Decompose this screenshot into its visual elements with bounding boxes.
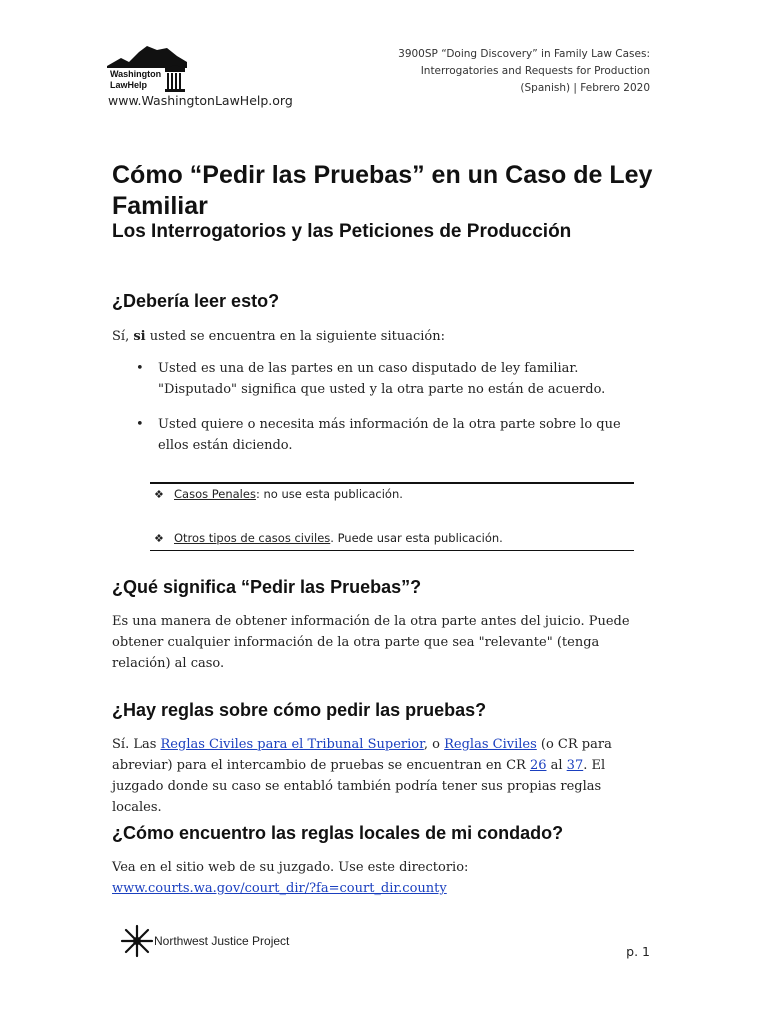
page-title: Cómo “Pedir las Pruebas” en un Caso de Ley Familiar (112, 161, 653, 220)
section-body (112, 857, 652, 899)
callout-item2-text: . Puede usar esta publicación. (330, 531, 503, 545)
northwest-justice-project-logo (120, 924, 154, 958)
civil-rules-link[interactable]: Reglas Civiles (444, 737, 537, 752)
rules-text-1: Sí. Las (112, 737, 161, 752)
rules-text-2: , o (423, 737, 445, 752)
doc-ref-line3: (Spanish) | Febrero 2020 (520, 82, 650, 94)
page-number: p. 1 (626, 944, 650, 959)
list-item-text: Usted quiere o necesita más información de la otra parte sobre lo que ellos están diciendo. (158, 417, 621, 453)
cr-26-link[interactable]: 26 (529, 758, 547, 773)
cr-37-link[interactable]: 37 (566, 758, 584, 773)
callout-top-rule (150, 482, 634, 484)
situation-list (112, 358, 652, 470)
intro-bold: si (133, 329, 146, 344)
local-rules-text: Vea en el sitio web de su juzgado. Use este directorio: (112, 860, 469, 875)
page-subtitle: Los Interrogatorios y las Peticiones de Producción (112, 221, 572, 242)
section-heading-local-rules: ¿Cómo encuentro las reglas locales de mi condado? (112, 823, 564, 843)
logo-text (110, 69, 161, 91)
list-item-text: Usted es una de las partes en un caso disputado de ley familiar. "Disputado" significa que usted y la otra parte no están de acuerdo. (158, 361, 606, 397)
intro-pre: Sí, (112, 329, 134, 344)
intro-post: usted se encuentra en la siguiente situación: (145, 329, 445, 344)
logo-line2: LawHelp (110, 80, 148, 90)
callout-bottom-rule (150, 550, 634, 551)
diamond-fleur-icon: ❖ (154, 532, 164, 545)
rules-text-4: al (546, 758, 567, 773)
section-heading-what-means: ¿Qué significa “Pedir las Pruebas”? (112, 577, 422, 597)
bullet-dot-icon: • (136, 361, 144, 376)
doc-ref-line2: Interrogatories and Requests for Production (420, 65, 650, 77)
rules-text-5: . El juzgado donde su caso se entabló también podría tener sus propias reglas locales. (112, 758, 606, 815)
section-heading-rules: ¿Hay reglas sobre cómo pedir las pruebas? (112, 700, 487, 720)
civil-cases-link[interactable]: Otros tipos de casos civiles (174, 531, 331, 545)
list-item (112, 414, 652, 456)
callout-item-civil (154, 531, 503, 545)
callout-item1-text: : no use esta publicación. (255, 487, 403, 501)
list-item (112, 358, 652, 400)
bullet-dot-icon: • (136, 417, 144, 432)
logo-line1: Washington (110, 69, 162, 79)
footer-org-name: Northwest Justice Project (154, 934, 290, 948)
callout-item-criminal (154, 487, 403, 501)
section-heading-should-read: ¿Debería leer esto? (112, 291, 280, 311)
rules-text-3: (o CR para abreviar) para el intercambio de pruebas se encuentran en CR (112, 737, 612, 773)
site-url: www.WashingtonLawHelp.org (108, 93, 293, 108)
criminal-cases-link[interactable]: Casos Penales (174, 487, 256, 501)
court-directory-link[interactable]: www.courts.wa.gov/court_dir/?fa=court_dir.county (112, 881, 447, 896)
section-body: Es una manera de obtener información de la otra parte antes del juicio. Puede obtener cualquier información de la otra parte que sea "relevante" (tenga relación) al caso. (112, 614, 630, 671)
section-intro (112, 326, 652, 347)
diamond-fleur-icon: ❖ (154, 488, 164, 501)
section-body (112, 734, 652, 818)
case-type-callout (150, 482, 634, 552)
document-reference (350, 46, 650, 97)
superior-court-rules-link[interactable]: Reglas Civiles para el Tribunal Superior (160, 737, 424, 752)
doc-ref-line1: 3900SP “Doing Discovery” in Family Law Cases: (398, 48, 650, 60)
